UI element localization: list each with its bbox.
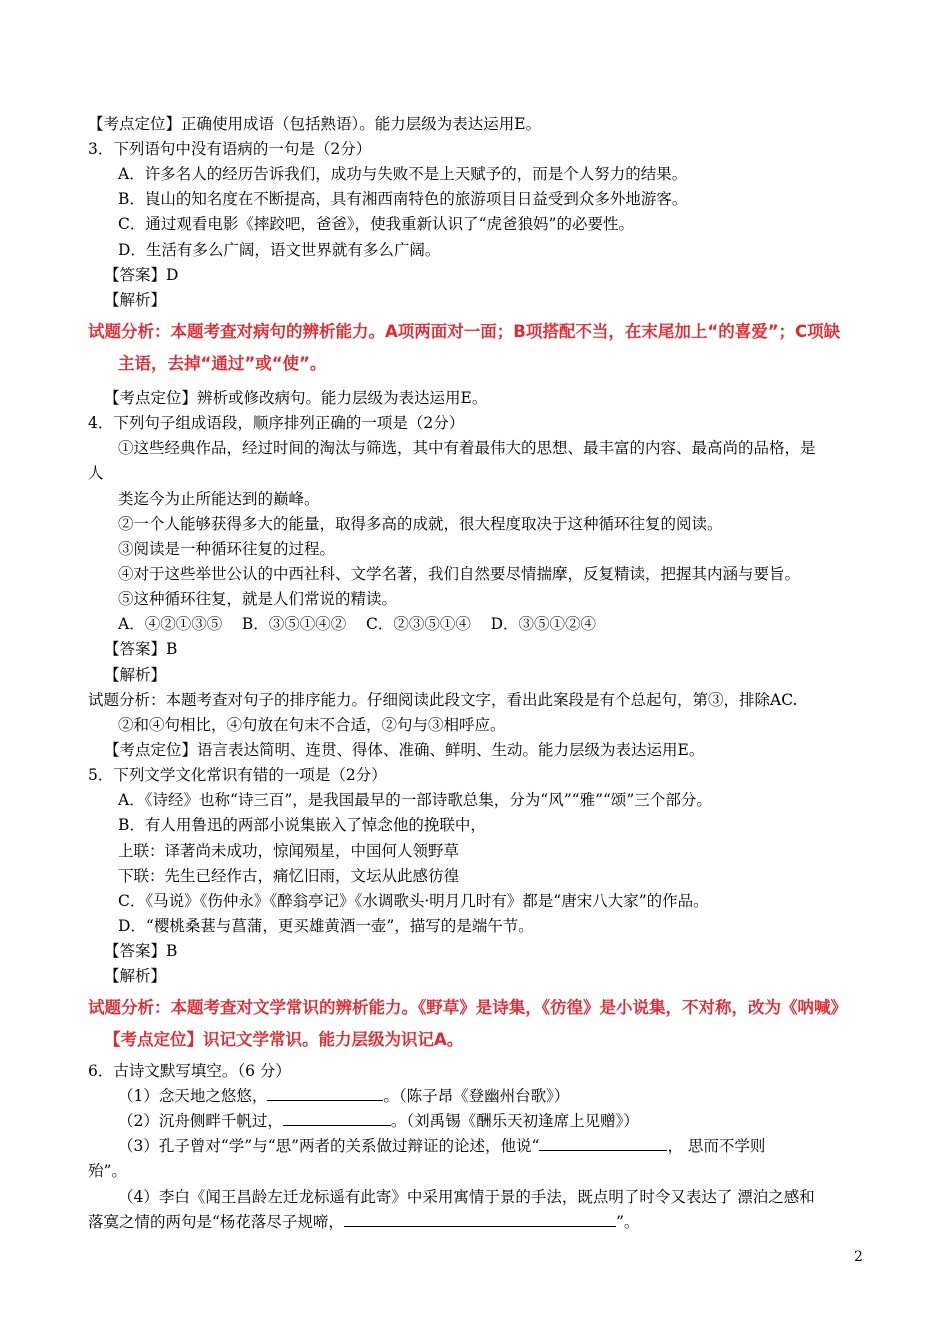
- q5-analysis-head: 【解析】: [104, 967, 167, 985]
- q6-item-3-blank[interactable]: [539, 1136, 667, 1151]
- q6-item-3-end: 殆”。: [88, 1162, 127, 1180]
- q3-option-b: B．崀山的知名度在不断提高，具有湘西南特色的旅游项目日益受到众多外地游客。: [118, 190, 688, 208]
- page-number: 2: [854, 1249, 863, 1265]
- q6-item-1: [118, 1086, 569, 1106]
- q6-item-2-blank[interactable]: [283, 1111, 391, 1126]
- q3-answer: 【答案】D: [104, 266, 179, 284]
- q4-sentence-1-cont: 类迄今为止所能达到的巅峰。: [118, 490, 320, 508]
- q5-couplet-lower: 下联：先生已经作古，痛忆旧雨，文坛从此感彷徨: [118, 867, 460, 885]
- q6-question: 6．古诗文默写填空。（6 分）: [88, 1062, 291, 1080]
- q4-analysis-line-1: 试题分析：本题考查对句子的排序能力。仔细阅读此段文字，看出此案段是有个总起句，第③，排除AC.: [88, 691, 798, 709]
- q6-item-2-source: 。（刘禹锡《酬乐天初逢席上见赠》）: [390, 1112, 639, 1130]
- q4-sentence-4: ④对于这些举世公认的中西社科、文学名著，我们自然要尽情揣摩，反复精读，把握其内涵与要旨。: [118, 565, 801, 583]
- q3-analysis-line-1: 试题分析：本题考查对病句的辨析能力。A项两面对一面；B项搭配不当，在末尾加上“的喜爱”；C项缺: [88, 322, 841, 341]
- q4-analysis-head: 【解析】: [104, 666, 167, 684]
- q4-sentence-1-wrap: 人: [88, 464, 104, 482]
- q6-item-2-prompt: （2）沉舟侧畔千帆过，: [118, 1112, 283, 1130]
- q6-item-2: [118, 1111, 639, 1131]
- q4-sentence-2: ②一个人能够获得多大的能量，取得多高的成就，很大程度取决于这种循环往复的阅读。: [118, 515, 723, 533]
- q5-option-b: B．有人用鲁迅的两部小说集嵌入了悼念他的挽联中，: [118, 816, 486, 834]
- q5-answer: 【答案】B: [104, 942, 178, 960]
- q5-option-a: A．《诗经》也称“诗三百”，是我国最早的一部诗歌总集，分为“风”“雅”“颂”三个部分。: [118, 791, 712, 809]
- q5-point: 【考点定位】识记文学常识。能力层级为识记A。: [104, 1030, 464, 1049]
- q6-item-1-source: 。（陈子昂《登幽州台歌》）: [383, 1087, 570, 1105]
- q3-point: 【考点定位】辨析或修改病句。能力层级为表达运用E。: [104, 389, 488, 407]
- q4-point: 【考点定位】语言表达简明、连贯、得体、准确、鲜明、生动。能力层级为表达运用E。: [104, 741, 705, 759]
- q5-option-d: D．“樱桃桑葚与菖蒲，更买雄黄酒一壶”，描写的是端午节。: [118, 917, 534, 935]
- q3-option-d: D．生活有多么广阔，语文世界就有多么广阔。: [118, 241, 441, 259]
- q6-item-3-prompt: （3）孔子曾对“学”与“思”两者的关系做过辩证的论述，他说“: [118, 1137, 540, 1155]
- q6-item-4-end: ”。: [615, 1213, 640, 1231]
- q4-sentence-5: ⑤这种循环往复，就是人们常说的精读。: [118, 590, 398, 608]
- q4-options: A．④②①③⑤ B．③⑤①④② C．②③⑤①④ D．③⑤①②④: [118, 615, 596, 633]
- q4-analysis-line-2: ②和④句相比，④句放在句末不合适，②句与③相呼应。: [118, 716, 506, 734]
- q6-item-3-tail: ， 思而不学则: [667, 1137, 766, 1155]
- q5-analysis-line-1: 试题分析：本题考查对文学常识的辨析能力。《野草》是诗集，《彷徨》是小说集，不对称，改为《呐喊》: [88, 998, 847, 1017]
- q4-answer: 【答案】B: [104, 640, 178, 658]
- q3-option-a: A．许多名人的经历告诉我们，成功与失败不是上天赋予的，而是个人努力的结果。: [118, 165, 688, 183]
- q6-item-1-prompt: （1）念天地之悠悠，: [118, 1087, 268, 1105]
- q3-analysis-line-2: 主语，去掉“通过”或“使”。: [118, 354, 327, 373]
- q2-point-line: 【考点定位】正确使用成语（包括熟语）。能力层级为表达运用E。: [88, 115, 542, 133]
- q6-item-4-lead: 落寞之情的两句是“杨花落尽子规啼，: [88, 1213, 344, 1231]
- q4-sentence-1: ①这些经典作品，经过时间的淘汰与筛选，其中有着最伟大的思想、最丰富的内容、最高尚的品格，是: [118, 439, 816, 457]
- q6-item-4-prompt: （4）李白《闻王昌龄左迁龙标遥有此寄》中采用寓情于景的手法，既点明了时令又表达了 漂泊之感和: [118, 1188, 815, 1206]
- q5-question: 5．下列文学文化常识有错的一项是（2分）: [88, 766, 387, 784]
- q4-sentence-3: ③阅读是一种循环往复的过程。: [118, 540, 336, 558]
- q6-item-4-blank[interactable]: [344, 1212, 616, 1227]
- q3-analysis-head: 【解析】: [104, 291, 167, 309]
- q6-item-1-blank[interactable]: [267, 1086, 383, 1101]
- q3-option-c: C．通过观看电影《摔跤吧，爸爸》，使我重新认识了“虎爸狼妈”的必要性。: [118, 215, 634, 233]
- q6-item-4: [88, 1212, 639, 1232]
- q4-question: 4．下列句子组成语段，顺序排列正确的一项是（2分）: [88, 414, 465, 432]
- q5-option-c: C．《马说》《伤仲永》《醉翁亭记》《水调歌头·明月几时有》都是“唐宋八大家”的作品。: [118, 892, 709, 910]
- q5-couplet-upper: 上联：译著尚未成功，惊闻殒星，中国何人领野草: [118, 842, 460, 860]
- q3-question: 3．下列语句中没有语病的一句是（2分）: [88, 140, 372, 158]
- q6-item-3: [118, 1136, 765, 1156]
